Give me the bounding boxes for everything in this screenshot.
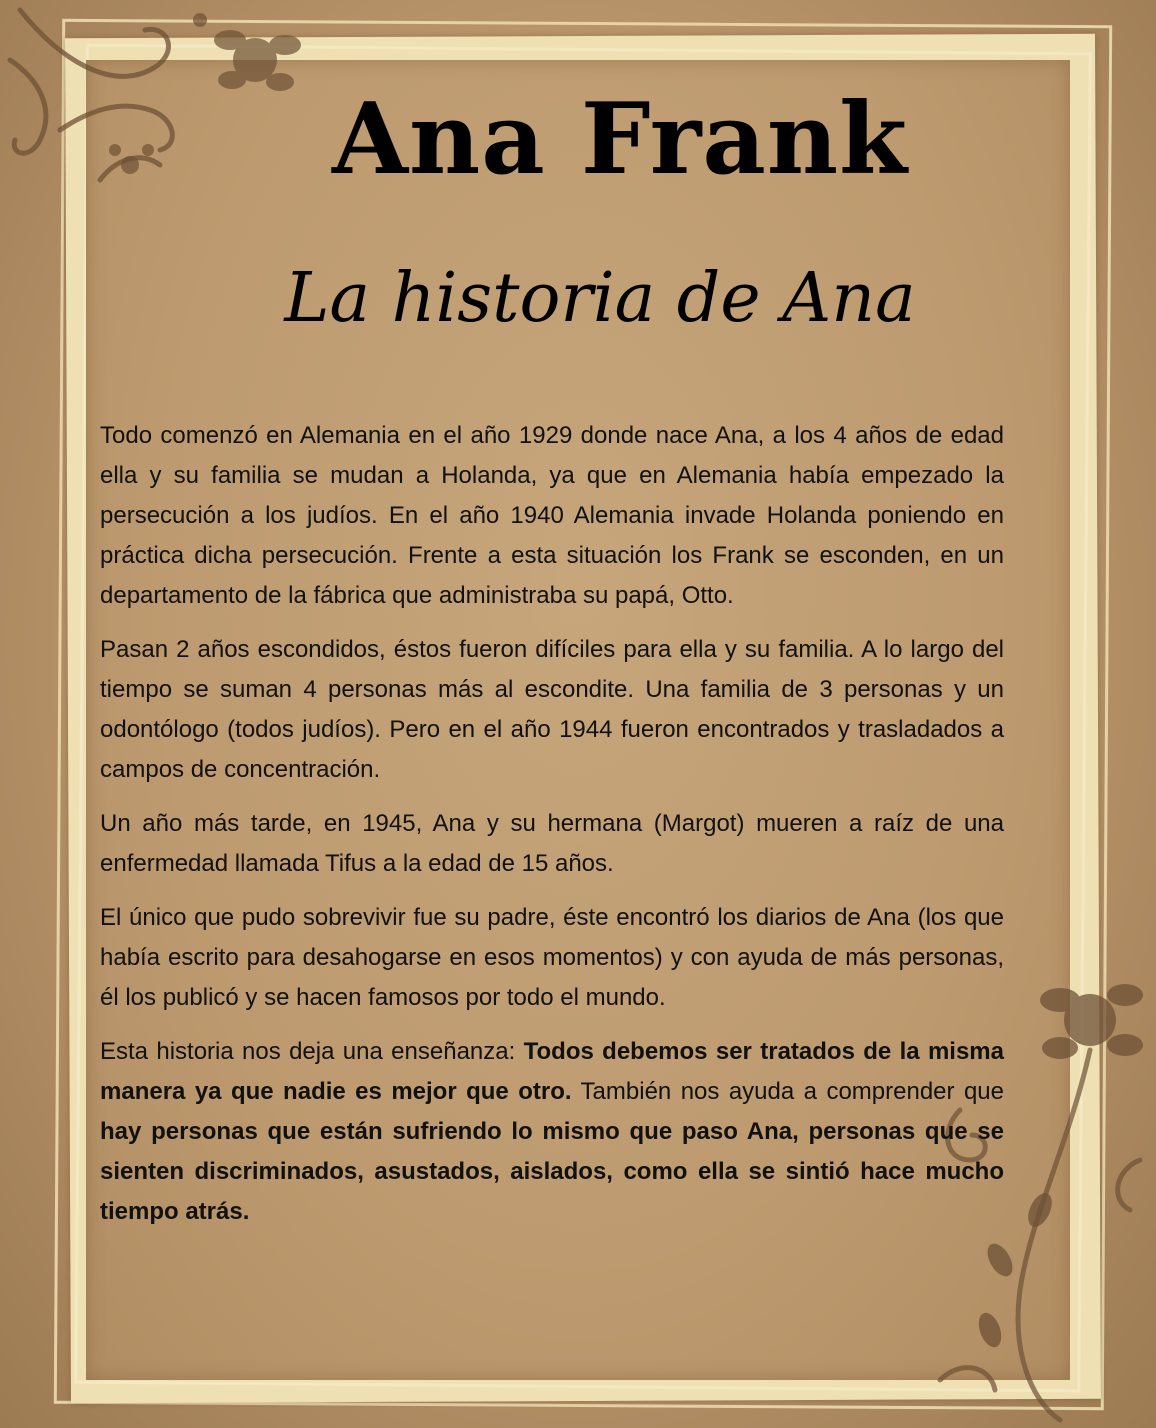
paragraph-4: El único que pudo sobrevivir fue su padre, éste encontró los diarios de Ana (los que había escrito para desahogarse en esos momentos) y con ayuda de más personas, él los publicó y se hacen famosos por todo el mundo. [100,904,1004,1011]
paragraph-5-lesson [100,1032,1004,1232]
lesson-middle-text: También nos ayuda a comprender que [571,1078,1004,1105]
lesson-bold-text-2: hay personas que están sufriendo lo mismo que paso Ana, personas que se sienten discriminados, asustados, aislados, como ella se sintió hace mucho tiempo atrás. [100,1118,1004,1225]
lesson-bold-text-1: Todos debemos ser tratados de la misma manera ya que nadie es mejor que otro. [100,1038,1004,1105]
story-body [100,416,1004,1246]
page-title: Ana Frank [331,82,909,197]
lesson-intro-text: Esta historia nos deja una enseñanza: [100,1038,524,1065]
paragraph-3: Un año más tarde, en 1945, Ana y su hermana (Margot) mueren a raíz de una enfermedad llamada Tifus a la edad de 15 años. [100,810,1004,877]
paragraph-2: Pasan 2 años escondidos, éstos fueron difíciles para ella y su familia. A lo largo del tiempo se suman 4 personas más al escondite. Una familia de 3 personas y un odontólogo (todos judíos). Pero en el año 1944 fueron encontrados y trasladados a campos de concentración. [100,636,1004,783]
page-subtitle: La historia de Ana [284,259,916,338]
paragraph-1: Todo comenzó en Alemania en el año 1929 donde nace Ana, a los 4 años de edad ella y su familia se mudan a Holanda, ya que en Alemania había empezado la persecución a los judíos. En el año 1940 Alemania invade Holanda poniendo en práctica dicha persecución. Frente a esta situación los Frank se esconden, en un departamento de la fábrica que administraba su papá, Otto. [100,422,1004,609]
